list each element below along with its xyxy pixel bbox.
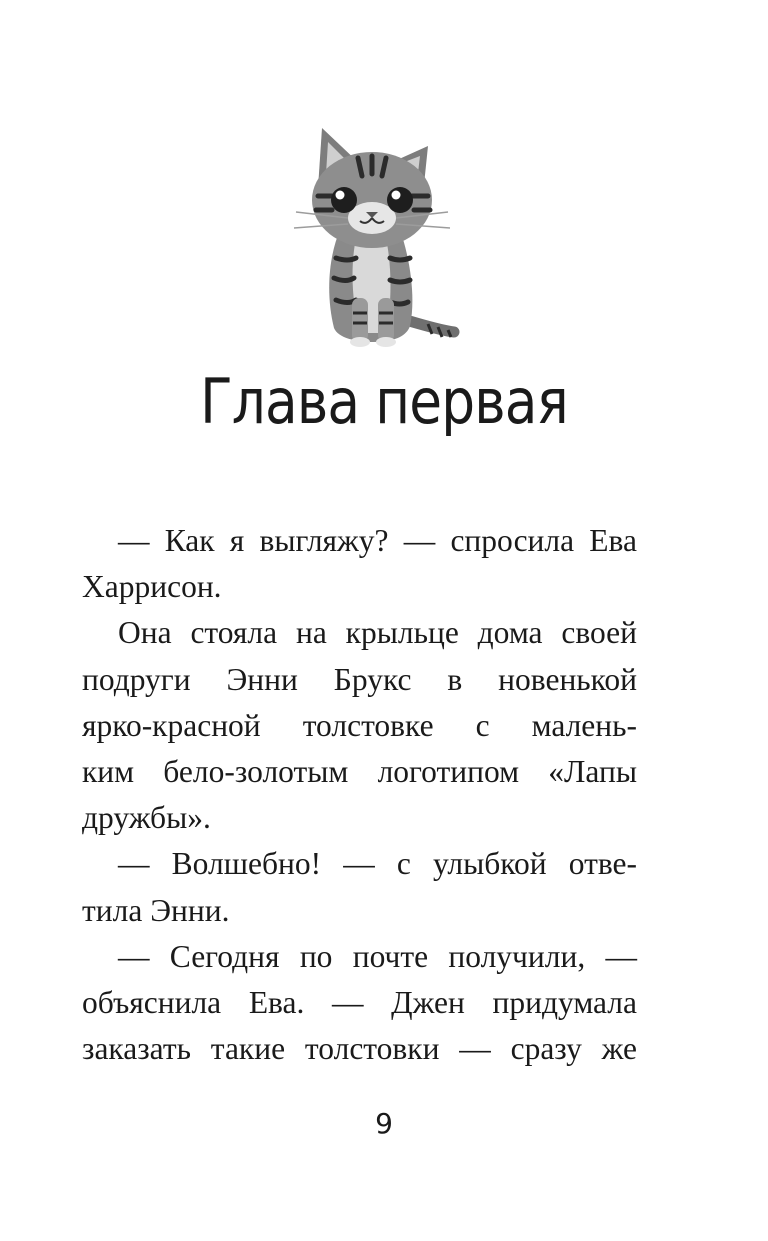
text-line: дружбы». <box>82 800 211 836</box>
text-line: тила Энни. <box>82 892 230 928</box>
text-line: подруги Энни Брукс в новенькой <box>82 661 637 697</box>
text-line: — Как я выгляжу? — спросила Ева <box>118 523 637 558</box>
kitten-illustration-icon <box>278 118 468 350</box>
page-number: 9 <box>375 1107 393 1140</box>
text-line: заказать такие толстовки — сразу же <box>82 1031 637 1067</box>
text-line: Она стояла на крыльце дома своей <box>118 615 637 651</box>
text-line: объяснила Ева. — Джен придумала <box>82 984 637 1020</box>
chapter-title: Глава первая <box>200 365 568 438</box>
text-line: ким бело-золотым логотипом «Лапы <box>82 753 637 789</box>
text-line: Харрисон. <box>82 569 222 605</box>
text-line: — Волшебно! — с улыбкой отве- <box>118 846 637 882</box>
text-line: — Сегодня по почте получили, — <box>118 938 637 974</box>
chapter-body-text <box>82 518 637 1072</box>
text-line: ярко-красной толстовке с малень- <box>82 707 637 743</box>
